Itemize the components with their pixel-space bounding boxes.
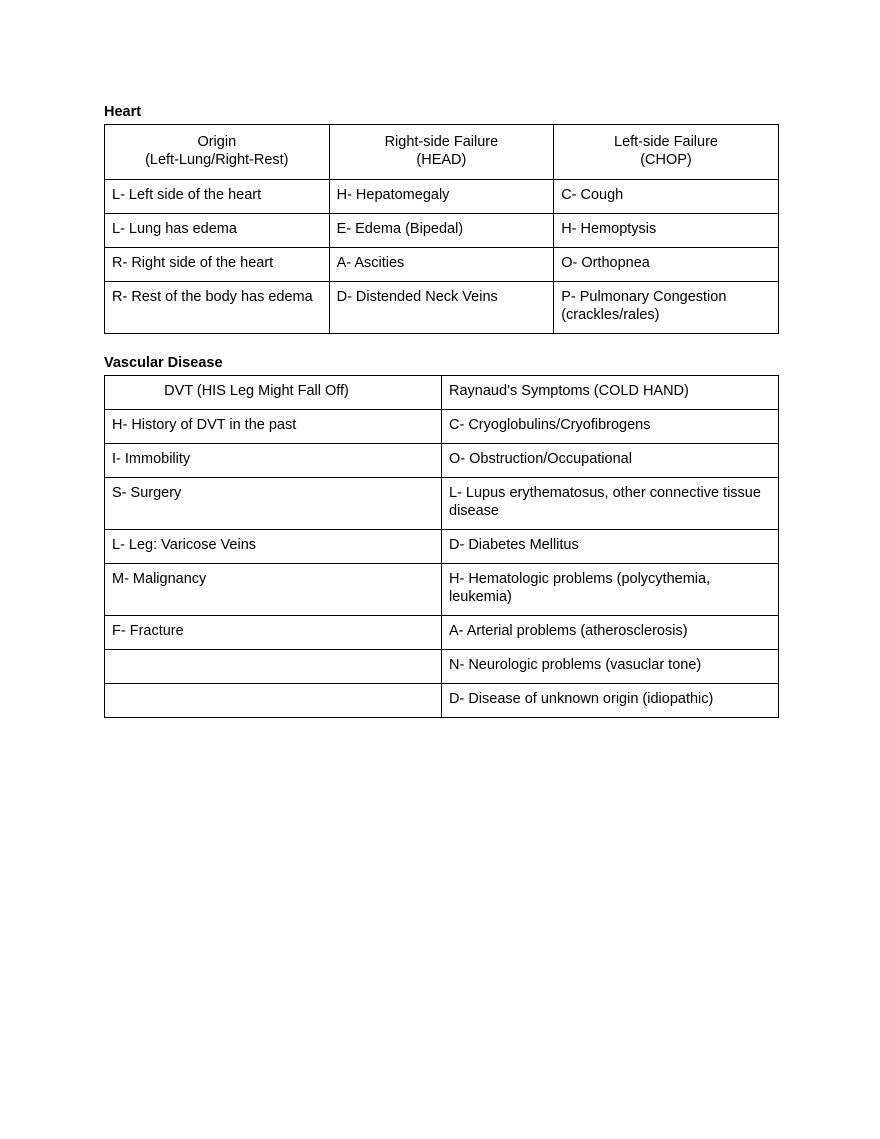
table-cell-empty (105, 684, 442, 718)
header-dvt: DVT (HIS Leg Might Fall Off) (105, 376, 442, 410)
header-line: (HEAD) (416, 152, 467, 168)
vascular-section-title: Vascular Disease (104, 355, 223, 371)
table-row (105, 248, 779, 282)
table-cell: C- Cough (554, 180, 779, 214)
table-cell: H- History of DVT in the past (105, 410, 442, 444)
table-cell: D- Disease of unknown origin (idiopathic) (442, 684, 779, 718)
table-row (105, 444, 779, 478)
table-row (105, 180, 779, 214)
table-cell: A- Ascities (329, 248, 554, 282)
header-origin (105, 125, 330, 180)
header-line: Left-side Failure (614, 134, 718, 150)
table-cell: L- Lung has edema (105, 214, 330, 248)
table-cell: I- Immobility (105, 444, 442, 478)
header-raynauds: Raynaud’s Symptoms (COLD HAND) (442, 376, 779, 410)
table-row (105, 684, 779, 718)
table-cell: F- Fracture (105, 616, 442, 650)
table-cell: M- Malignancy (105, 564, 442, 616)
table-cell: E- Edema (Bipedal) (329, 214, 554, 248)
header-left-side-failure (554, 125, 779, 180)
table-row (105, 616, 779, 650)
table-cell: D- Diabetes Mellitus (442, 530, 779, 564)
table-cell: S- Surgery (105, 478, 442, 530)
vascular-table (104, 375, 779, 718)
table-header-row (105, 376, 779, 410)
table-cell-empty (105, 650, 442, 684)
heart-table (104, 124, 779, 334)
table-cell: L- Left side of the heart (105, 180, 330, 214)
table-cell: N- Neurologic problems (vasuclar tone) (442, 650, 779, 684)
header-line: (Left-Lung/Right-Rest) (145, 152, 289, 168)
table-row (105, 530, 779, 564)
table-row (105, 564, 779, 616)
table-row (105, 282, 779, 334)
table-row (105, 478, 779, 530)
table-header-row (105, 125, 779, 180)
table-cell: L- Lupus erythematosus, other connective tissue disease (442, 478, 779, 530)
table-cell: P- Pulmonary Congestion (crackles/rales) (554, 282, 779, 334)
table-cell: O- Orthopnea (554, 248, 779, 282)
table-row (105, 214, 779, 248)
table-cell: D- Distended Neck Veins (329, 282, 554, 334)
table-cell: L- Leg: Varicose Veins (105, 530, 442, 564)
header-right-side-failure (329, 125, 554, 180)
table-cell: H- Hemoptysis (554, 214, 779, 248)
header-line: Right-side Failure (384, 134, 499, 150)
table-cell: R- Rest of the body has edema (105, 282, 330, 334)
table-cell: H- Hematologic problems (polycythemia, leukemia) (442, 564, 779, 616)
header-line: Origin (197, 134, 237, 150)
table-cell: A- Arterial problems (atherosclerosis) (442, 616, 779, 650)
table-cell: O- Obstruction/Occupational (442, 444, 779, 478)
table-cell: C- Cryoglobulins/Cryofibrogens (442, 410, 779, 444)
table-row (105, 410, 779, 444)
table-cell: R- Right side of the heart (105, 248, 330, 282)
header-line: (CHOP) (640, 152, 692, 168)
heart-section-title: Heart (104, 104, 142, 120)
table-cell: H- Hepatomegaly (329, 180, 554, 214)
table-row (105, 650, 779, 684)
